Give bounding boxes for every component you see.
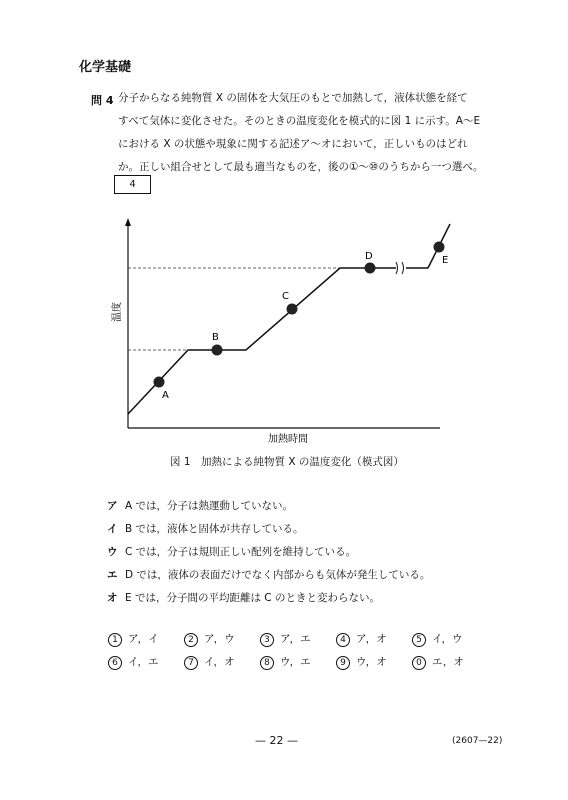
option-number: 8 [260,656,274,670]
point-label-a: A [162,390,169,401]
point-d [365,263,376,274]
statement-a [107,498,293,513]
option-number: 5 [412,633,426,647]
option-text: イ，エ [128,656,159,668]
option-text: ア，ウ [204,633,235,645]
option-text: ア，イ [128,633,159,645]
option-number: 3 [260,633,274,647]
option-text: イ，ウ [432,633,463,645]
point-label-d: D [365,251,373,262]
answer-number-box: 4 [114,175,151,194]
option-4 [336,631,387,647]
option-text: エ，オ [432,656,464,668]
question-line-1: 分子からなる純物質 X の固体を大気圧のもとで加熱して，液体状態を経て [118,92,468,104]
point-label-b: B [212,332,219,343]
option-number: 2 [184,633,198,647]
option-number: 4 [336,633,350,647]
option-3 [260,631,311,647]
question-line-3: における X の状態や現象に関する記述ア〜オにおいて，正しいものはどれ [118,138,468,150]
option-2 [184,631,235,647]
option-text: ア，オ [356,633,387,645]
option-text: ウ，オ [356,656,387,668]
statement-text: A では，分子は熱運動していない。 [125,500,294,512]
point-c [287,304,298,315]
option-number: 1 [108,633,122,647]
statement-text: C では，分子は規則正しい配列を維持している。 [125,546,357,558]
statement-key: ウ [107,546,118,558]
point-e [434,242,445,253]
axis-break-mark [396,262,404,274]
option-5 [412,631,463,647]
figure-caption: 図 1 加熱による純物質 X の温度変化（模式図） [170,456,404,468]
statement-text: D では，液体の表面だけでなく内部からも気体が発生している。 [125,569,431,581]
page-number: — 22 — [255,734,298,747]
option-text: ア，エ [280,633,311,645]
option-text: ウ，エ [280,656,311,668]
page-code: (2607—22) [452,736,503,746]
statement-o [107,590,380,605]
question-line-2: すべて気体に変化させた。そのときの温度変化を模式的に図 1 に示す。A〜E [118,115,481,127]
statement-i [107,521,304,536]
y-axis-arrow [125,218,131,226]
statement-key: オ [107,592,118,604]
option-6 [108,654,159,670]
x-axis-label: 加熱時間 [268,434,308,445]
question-line-4: か。正しい組合せとして最も適当なものを，後の①〜⑩のうちから一つ選べ。 [118,161,484,173]
question-number: 問 4 [91,94,114,107]
statement-text: E では，分子間の平均距離は C のときと変わらない。 [125,592,380,604]
option-7 [184,654,235,670]
statement-key: エ [107,569,118,581]
option-9 [336,654,387,670]
point-label-c: C [282,291,289,302]
statement-u [107,544,356,559]
statement-text: B では，液体と固体が共存している。 [125,523,304,535]
option-1 [108,631,159,647]
option-number: 6 [108,656,122,670]
option-0 [412,654,464,670]
option-number: 0 [412,656,426,670]
point-a [154,377,165,388]
y-axis-label: 温度 [112,302,123,322]
subject-heading: 化学基礎 [79,60,132,75]
point-b [212,345,223,356]
statement-key: イ [107,523,118,535]
option-number: 9 [336,656,350,670]
option-number: 7 [184,656,198,670]
option-8 [260,654,311,670]
statement-e [107,567,430,582]
temperature-chart [100,210,460,446]
statement-key: ア [107,500,118,512]
option-text: イ，オ [204,656,235,668]
point-label-e: E [442,255,449,266]
